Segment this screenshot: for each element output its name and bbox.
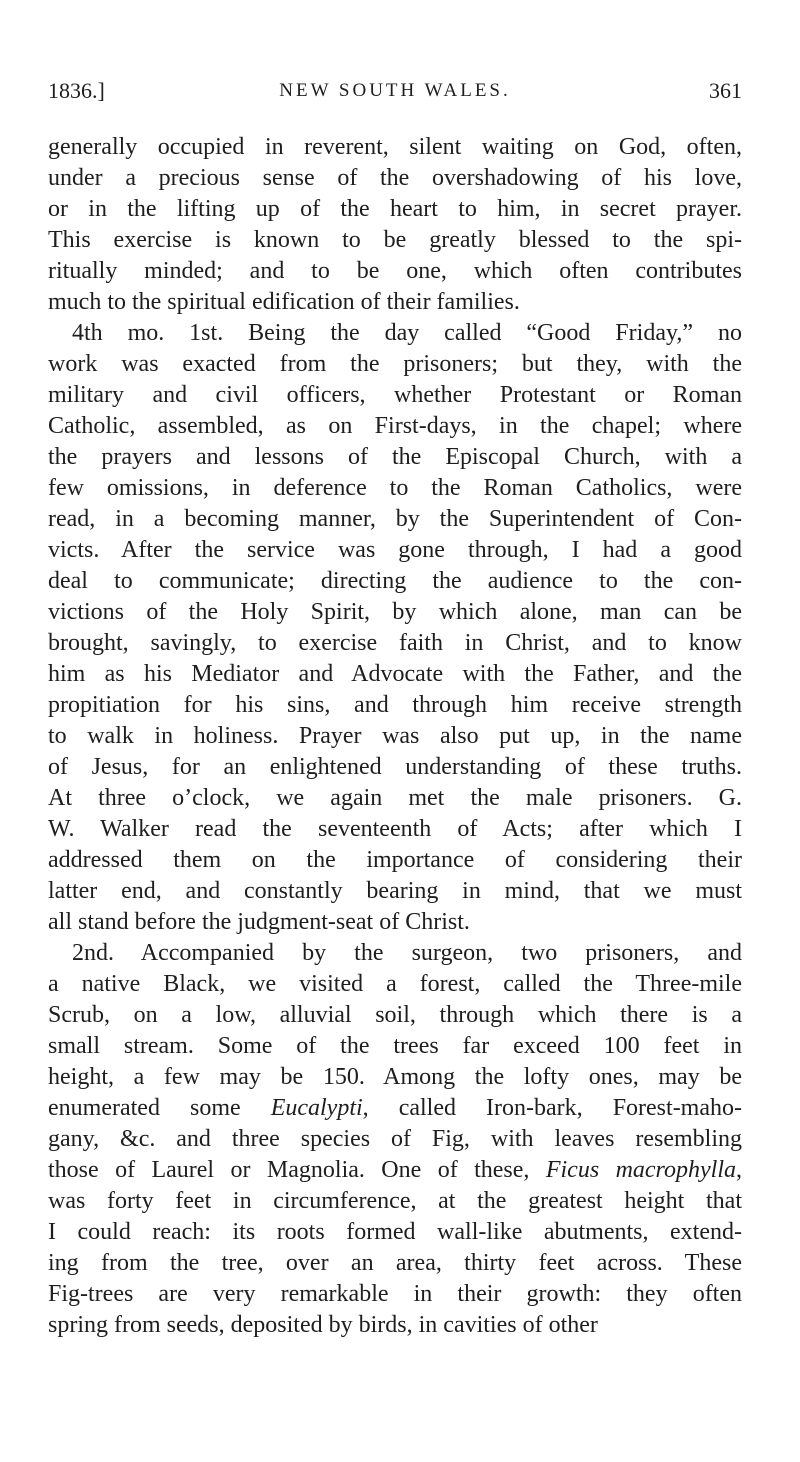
text-line: all stand before the judgment-seat of Christ. [48,909,470,935]
text-line: At three o’clock, we again met the male prisoners. G. [48,785,742,811]
text-line: under a precious sense of the overshadowing of his love, [48,165,742,191]
paragraph [48,318,742,938]
text-line: small stream. Some of the trees far exceed 100 feet in [48,1033,742,1059]
paragraph [48,132,742,318]
text-line: was forty feet in circumference, at the greatest height that [48,1188,742,1214]
text-line: much to the spiritual edification of their families. [48,289,520,315]
text-line: I could reach: its roots formed wall-like abutments, extend- [48,1219,742,1245]
text-line: ritually minded; and to be one, which often contributes [48,258,742,284]
text-line: Scrub, on a low, alluvial soil, through which there is a [48,1002,742,1028]
header-year: 1836.] [48,78,105,103]
text-line: victions of the Holy Spirit, by which alone, man can be [48,599,742,625]
text-line: few omissions, in deference to the Roman Catholics, were [48,475,742,501]
text-line: Fig-trees are very remarkable in their growth: they often [48,1281,742,1307]
text-line: gany, &c. and three species of Fig, with leaves resembling [48,1126,742,1152]
text-line: read, in a becoming manner, by the Superintendent of Con- [48,506,742,532]
text-line: him as his Mediator and Advocate with the Father, and the [48,661,742,687]
text-line: the prayers and lessons of the Episcopal Church, with a [48,444,742,470]
text-line: enumerated some Eucalypti, called Iron-bark, Forest-maho- [48,1095,742,1121]
running-header [48,78,742,114]
text-line: to walk in holiness. Prayer was also put up, in the name [48,723,742,749]
text-line: This exercise is known to be greatly blessed to the spi- [48,227,742,253]
text-line: those of Laurel or Magnolia. One of these, Ficus macrophylla, [48,1157,742,1183]
page-number: 361 [709,78,742,103]
text-line: or in the lifting up of the heart to him, in secret prayer. [48,196,742,222]
text-line: W. Walker read the seventeenth of Acts; after which I [48,816,742,842]
text-line: a native Black, we visited a forest, called the Three-mile [48,971,742,997]
text-line: work was exacted from the prisoners; but they, with the [48,351,742,377]
text-line: victs. After the service was gone through, I had a good [48,537,742,563]
text-line: latter end, and constantly bearing in mind, that we must [48,878,742,904]
text-line: military and civil officers, whether Protestant or Roman [48,382,742,408]
text-line: 2nd. Accompanied by the surgeon, two prisoners, and [72,940,742,966]
text-line: ing from the tree, over an area, thirty feet across. These [48,1250,742,1276]
paragraph [48,938,742,1341]
text-line: Catholic, assembled, as on First-days, in the chapel; where [48,413,742,439]
text-line: 4th mo. 1st. Being the day called “Good Friday,” no [72,320,742,346]
text-line: brought, savingly, to exercise faith in Christ, and to know [48,630,742,656]
text-line: deal to communicate; directing the audience to the con- [48,568,742,594]
text-line: spring from seeds, deposited by birds, in cavities of other [48,1312,598,1338]
page-body-text [48,132,742,1341]
text-line: propitiation for his sins, and through him receive strength [48,692,742,718]
text-line: generally occupied in reverent, silent waiting on God, often, [48,134,742,160]
text-line: height, a few may be 150. Among the lofty ones, may be [48,1064,742,1090]
running-title: NEW SOUTH WALES. [279,80,511,101]
text-line: of Jesus, for an enlightened understanding of these truths. [48,754,742,780]
text-line: addressed them on the importance of considering their [48,847,742,873]
